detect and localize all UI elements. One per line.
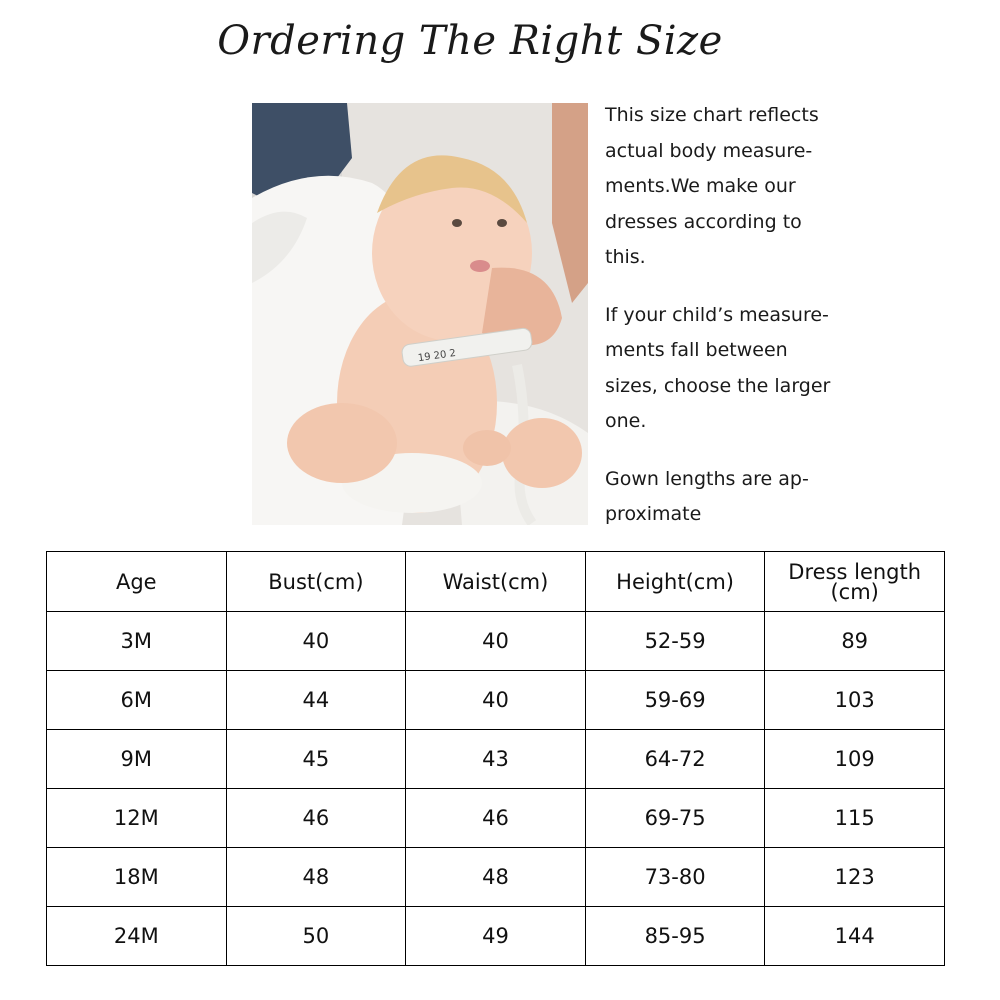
cell-age: 18M <box>47 848 227 907</box>
column-header-dress-length <box>765 552 945 612</box>
cell-waist: 40 <box>406 671 586 730</box>
column-header-dress-length-line2: (cm) <box>830 579 879 604</box>
cell-dress-length: 123 <box>765 848 945 907</box>
cell-age: 12M <box>47 789 227 848</box>
note-line: actual body measure- <box>605 139 813 162</box>
note-line: proximate <box>605 503 702 525</box>
table-row <box>47 907 945 966</box>
cell-bust: 44 <box>226 671 406 730</box>
cell-height: 85-95 <box>585 907 765 966</box>
note-paragraph <box>605 98 835 276</box>
cell-waist: 40 <box>406 612 586 671</box>
column-header-bust: Bust(cm) <box>226 552 406 612</box>
page-title: Ordering The Right Size <box>217 18 723 64</box>
cell-waist: 46 <box>406 789 586 848</box>
column-header-waist: Waist(cm) <box>406 552 586 612</box>
column-header-age: Age <box>47 552 227 612</box>
cell-age: 3M <box>47 612 227 671</box>
cell-bust: 40 <box>226 612 406 671</box>
cell-bust: 48 <box>226 848 406 907</box>
cell-height: 69-75 <box>585 789 765 848</box>
cell-dress-length: 89 <box>765 612 945 671</box>
note-line: ments fall between <box>605 339 788 361</box>
cell-bust: 45 <box>226 730 406 789</box>
note-line: ments.We make our <box>605 175 796 197</box>
cell-height: 59-69 <box>585 671 765 730</box>
cell-height: 73-80 <box>585 848 765 907</box>
table-row <box>47 848 945 907</box>
note-paragraph <box>605 462 835 533</box>
note-paragraph <box>605 298 835 440</box>
cell-dress-length: 144 <box>765 907 945 966</box>
cell-age: 9M <box>47 730 227 789</box>
table-row <box>47 789 945 848</box>
table-header-row <box>47 552 945 612</box>
tape-measure-text: 19 20 2 <box>417 347 457 365</box>
table-row <box>47 612 945 671</box>
note-line: one. <box>605 410 647 432</box>
note-line: If your child’s measure- <box>605 303 829 326</box>
note-line: This size chart reflects <box>605 104 819 126</box>
column-header-height: Height(cm) <box>585 552 765 612</box>
cell-waist: 43 <box>406 730 586 789</box>
cell-age: 24M <box>47 907 227 966</box>
size-chart-table <box>46 551 945 966</box>
table-row <box>47 730 945 789</box>
size-notes <box>605 98 835 555</box>
cell-waist: 49 <box>406 907 586 966</box>
cell-dress-length: 115 <box>765 789 945 848</box>
cell-bust: 50 <box>226 907 406 966</box>
cell-age: 6M <box>47 671 227 730</box>
cell-dress-length: 109 <box>765 730 945 789</box>
baby-measurement-photo <box>252 103 588 525</box>
cell-waist: 48 <box>406 848 586 907</box>
note-line: Gown lengths are ap- <box>605 467 809 490</box>
cell-dress-length: 103 <box>765 671 945 730</box>
column-header-dress-length-line1: Dress length <box>788 559 922 584</box>
note-line: this. <box>605 246 646 268</box>
note-line: dresses according to <box>605 210 802 233</box>
table-row <box>47 671 945 730</box>
cell-height: 64-72 <box>585 730 765 789</box>
baby-photo-illustration <box>252 103 588 525</box>
cell-bust: 46 <box>226 789 406 848</box>
note-line: sizes, choose the larger <box>605 374 831 397</box>
cell-height: 52-59 <box>585 612 765 671</box>
